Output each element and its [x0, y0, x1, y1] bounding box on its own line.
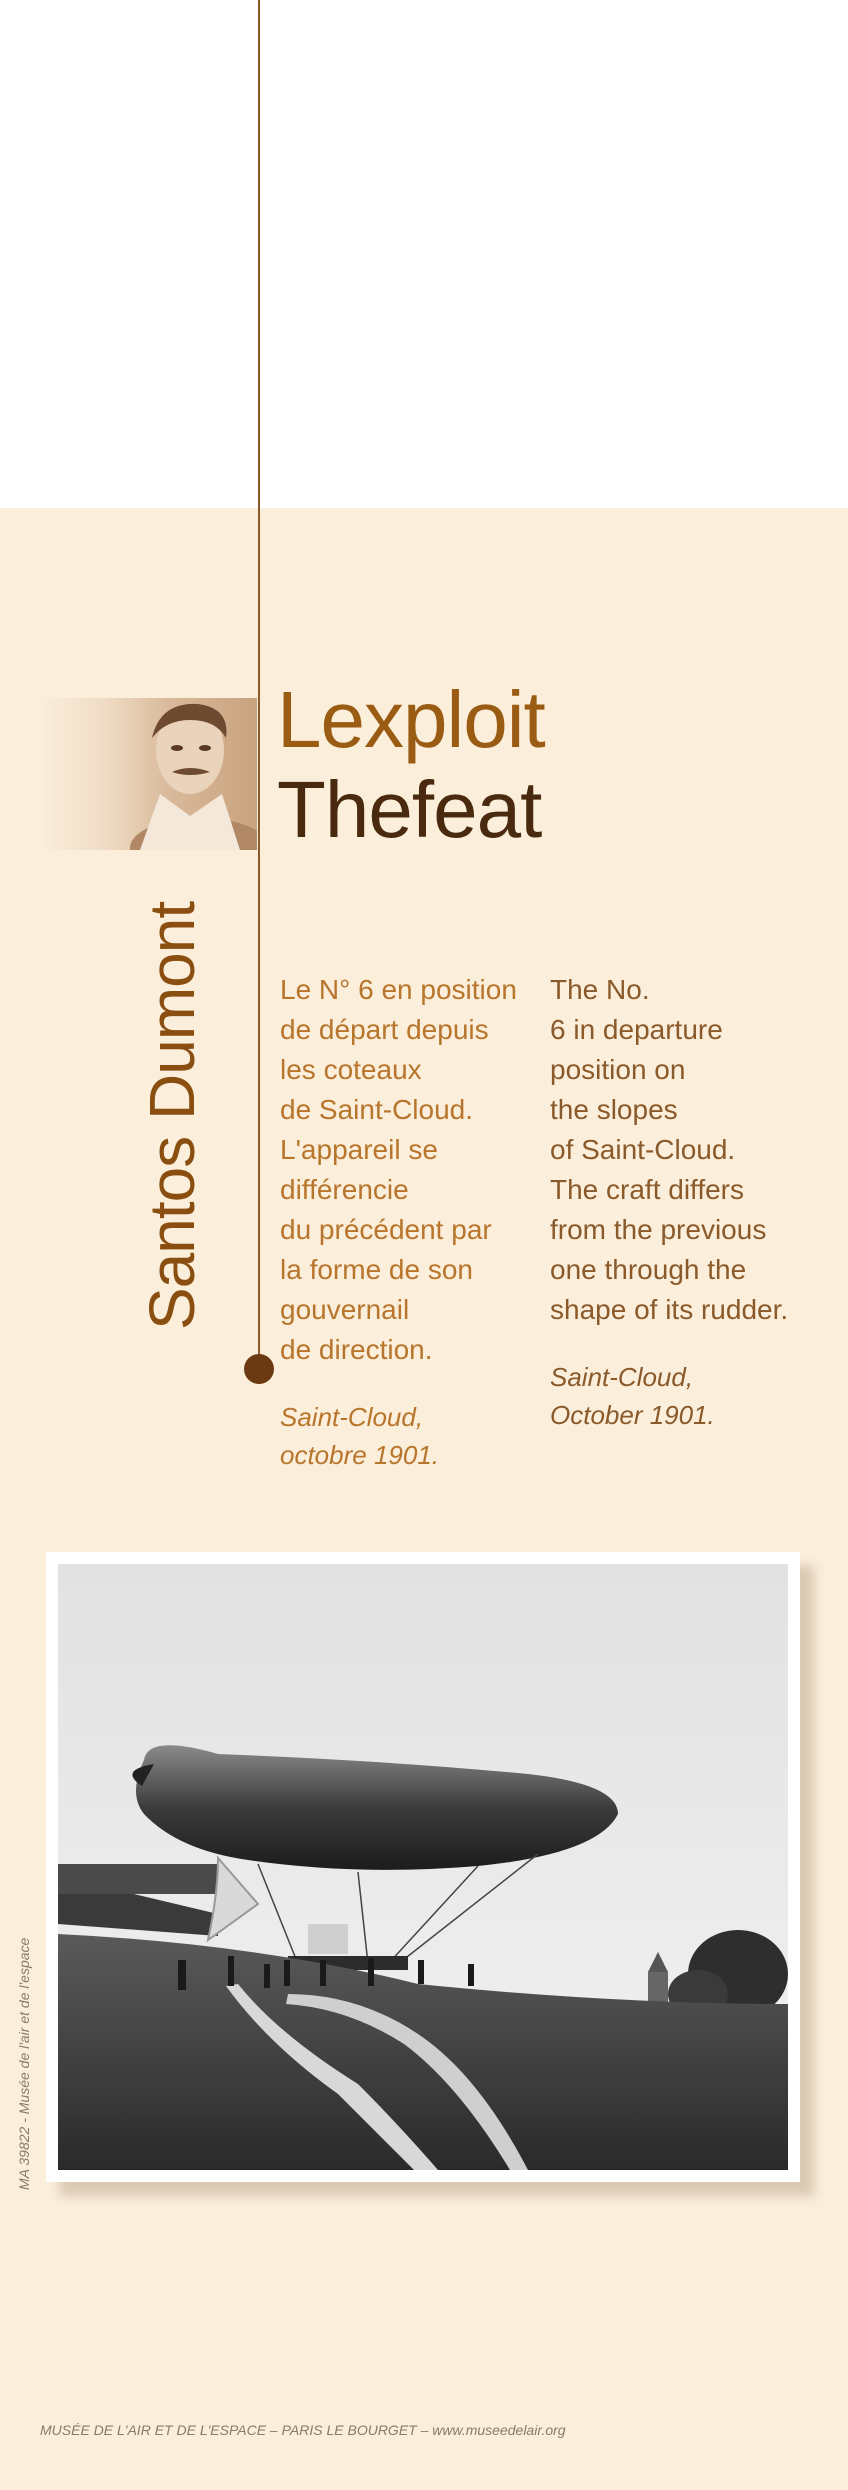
- person-name-vertical: Santos Dumont: [136, 901, 208, 1330]
- french-line: de direction.: [280, 1334, 433, 1365]
- french-line: les coteaux: [280, 1054, 422, 1085]
- english-caption: [550, 1358, 810, 1434]
- english-caption-line: Saint-Cloud,: [550, 1362, 694, 1392]
- french-line: de départ depuis: [280, 1014, 489, 1045]
- photo-credit-vertical: MA 39822 - Musée de l'air et de l'espace: [16, 1937, 32, 2190]
- english-caption-line: October 1901.: [550, 1400, 715, 1430]
- santos-dumont-portrait: [40, 698, 257, 850]
- french-caption: [280, 1398, 540, 1474]
- english-line: from the previous: [550, 1214, 767, 1245]
- english-line: 6 in departure: [550, 1014, 723, 1045]
- english-description: [550, 970, 810, 1434]
- french-line: Le N° 6 en position: [280, 974, 517, 1005]
- french-line: gouvernail: [280, 1294, 410, 1325]
- french-line: de Saint-Cloud.: [280, 1094, 474, 1125]
- airship-photograph: [58, 1564, 788, 2170]
- english-line: of Saint-Cloud.: [550, 1134, 736, 1165]
- heading-english: Thefeat: [277, 765, 542, 854]
- airship-photo-illustration: [58, 1564, 788, 2170]
- english-line: shape of its rudder.: [550, 1294, 789, 1325]
- french-caption-line: octobre 1901.: [280, 1440, 440, 1470]
- heading-french: Lexploit: [277, 675, 545, 764]
- french-line: du précédent par: [280, 1214, 492, 1245]
- french-line: différencie: [280, 1174, 409, 1205]
- french-line: la forme de son: [280, 1254, 473, 1285]
- portrait-illustration: [40, 698, 257, 850]
- french-caption-line: Saint-Cloud,: [280, 1402, 424, 1432]
- photo-frame: [46, 1552, 800, 2182]
- french-line: L'appareil se: [280, 1134, 438, 1165]
- english-line: the slopes: [550, 1094, 678, 1125]
- english-line: one through the: [550, 1254, 747, 1285]
- timeline-vertical-line: [258, 0, 260, 1360]
- museum-footer: MUSÉE DE L'AIR ET DE L'ESPACE – PARIS LE BOURGET – www.museedelair.org: [40, 2422, 566, 2438]
- english-line: The No.: [550, 974, 650, 1005]
- english-line: position on: [550, 1054, 686, 1085]
- english-line: The craft differs: [550, 1174, 745, 1205]
- timeline-dot: [244, 1354, 274, 1384]
- french-description: [280, 970, 540, 1474]
